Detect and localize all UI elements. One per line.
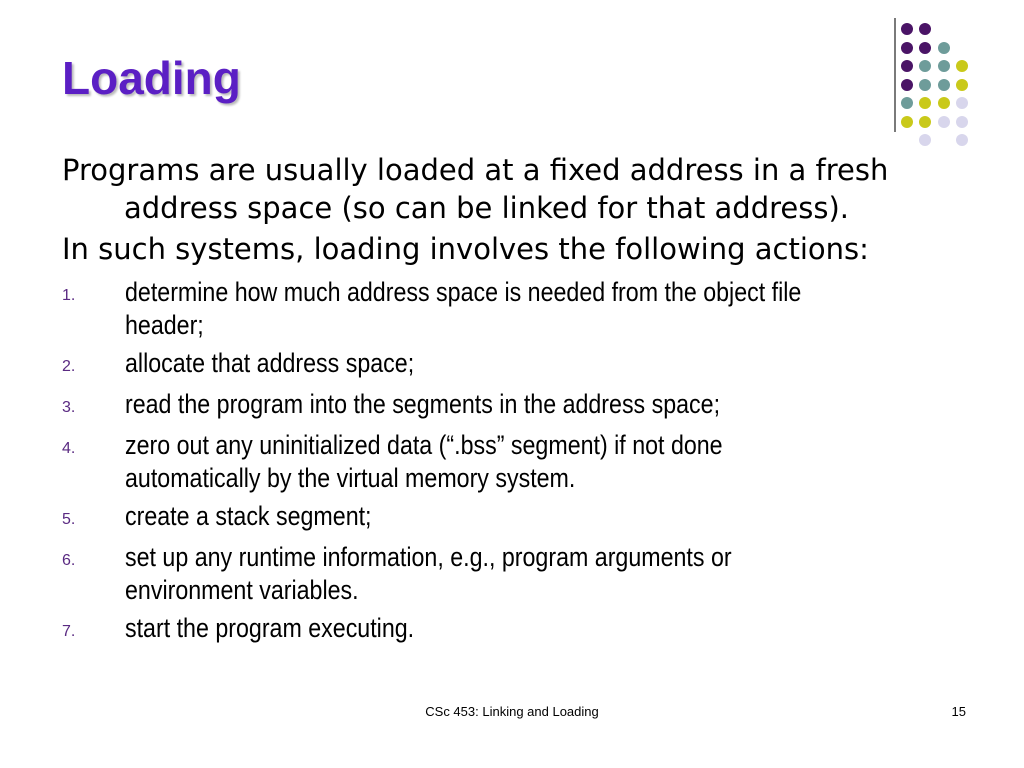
decoration-dot (919, 116, 931, 128)
corner-dot-decoration (880, 14, 1010, 142)
decoration-divider-line (894, 18, 896, 132)
step-text: read the program into the segments in the address space; (125, 389, 721, 419)
decoration-dot (956, 134, 968, 146)
step-number: 4. (62, 440, 76, 457)
decoration-dot (919, 23, 931, 35)
page-number: 15 (951, 704, 966, 719)
decoration-dot (956, 97, 968, 109)
decoration-dot (938, 60, 950, 72)
decoration-dot (938, 116, 950, 128)
step-text: determine how much address space is needed from the object file header; (125, 277, 802, 340)
list-item (62, 612, 962, 648)
step-number: 6. (62, 552, 76, 569)
decoration-dot (919, 60, 931, 72)
list-item (62, 429, 962, 495)
intro-paragraph: Programs are usually loaded at a fixed address in a fresh address space (so can be linked for that address). (62, 153, 889, 225)
step-text: set up any runtime information, e.g., program arguments or environment variables. (125, 542, 732, 605)
slide-footer: CSc 453: Linking and Loading (425, 704, 599, 719)
list-item (62, 541, 962, 607)
step-text: create a stack segment; (125, 501, 372, 531)
decoration-dot (938, 42, 950, 54)
decoration-dot (901, 116, 913, 128)
decoration-dot (956, 116, 968, 128)
decoration-dot (901, 97, 913, 109)
decoration-dot (901, 42, 913, 54)
decoration-dot (901, 60, 913, 72)
decoration-dot (938, 97, 950, 109)
list-item (62, 388, 962, 424)
slide-body (62, 151, 962, 653)
decoration-dot (956, 79, 968, 91)
decoration-dot (938, 79, 950, 91)
step-text: start the program executing. (125, 613, 415, 643)
decoration-dot (919, 42, 931, 54)
list-item (62, 276, 962, 342)
step-text: allocate that address space; (125, 348, 415, 378)
decoration-dot (956, 60, 968, 72)
decoration-dot (919, 79, 931, 91)
list-item (62, 500, 962, 536)
step-number: 3. (62, 399, 76, 416)
step-number: 1. (62, 287, 76, 304)
loading-steps-list (62, 276, 962, 648)
step-number: 5. (62, 511, 76, 528)
decoration-dot (901, 23, 913, 35)
step-text: zero out any uninitialized data (“.bss” segment) if not done automatically by the virtual memory system. (125, 430, 723, 493)
decoration-dot (901, 79, 913, 91)
step-number: 2. (62, 358, 76, 375)
slide-title: Loading (62, 52, 241, 104)
step-number: 7. (62, 623, 76, 640)
decoration-dot (919, 134, 931, 146)
actions-intro-paragraph: In such systems, loading involves the following actions: (62, 232, 869, 266)
decoration-dot (919, 97, 931, 109)
list-item (62, 347, 962, 383)
